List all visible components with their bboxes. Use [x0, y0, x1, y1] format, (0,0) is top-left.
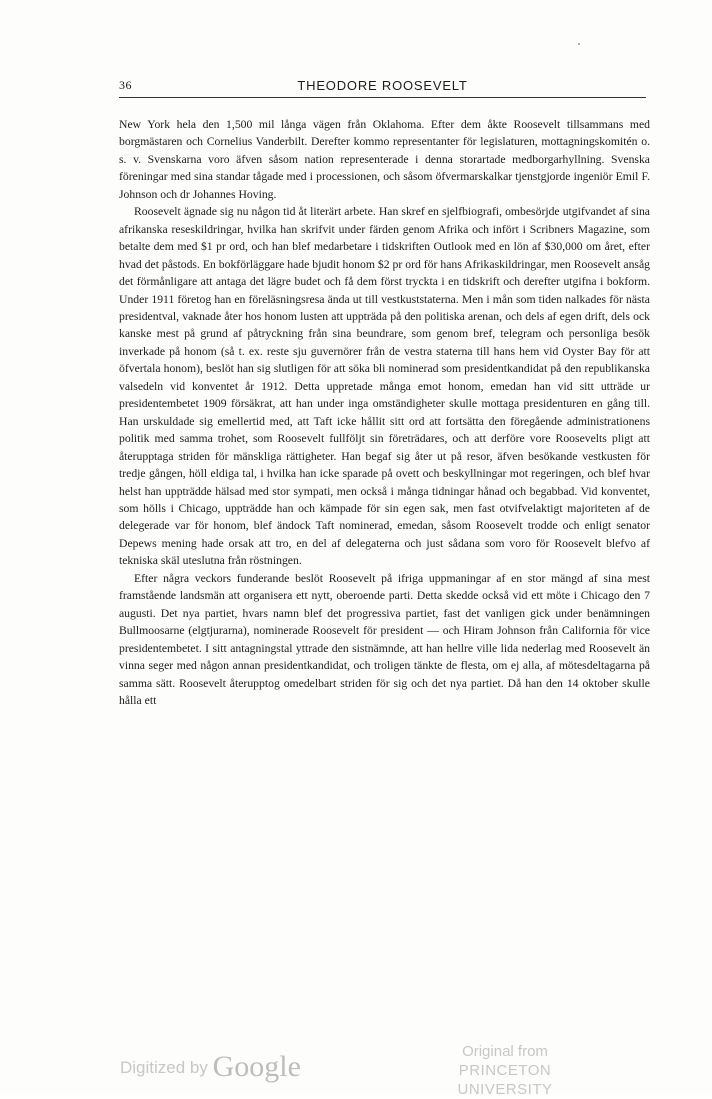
paper-speck — [578, 43, 580, 45]
page-number: 36 — [119, 78, 132, 92]
google-logo: Google — [212, 1050, 301, 1083]
body-text — [119, 116, 650, 709]
scan-watermark-footer — [0, 1040, 712, 1098]
digitized-by-label: Digitized by — [120, 1058, 208, 1077]
page-header — [119, 78, 646, 96]
paragraph-1: New York hela den 1,500 mil långa vägen från Oklahoma. Efter dem åkte Roosevelt tillsammans med borgmästaren och Cornelius Vanderbilt. Derefter kommo representanter för legislaturen, mottagningskomitén o. s. v. Svenskarna voro äfven såsom nation representerade i denna storartade medborgarhyllning. Svenska föreningar med sina standar tågade med i processionen, och såsom öfvermarskalkar tjenstgjorde ingeniör Emil F. Johnson och dr Johannes Hoving. — [119, 118, 650, 201]
paragraph-2: Roosevelt ägnade sig nu någon tid åt literärt arbete. Han skref en sjelfbiografi, ombesörjde utgifvandet af sina afrikanska reseskildringar, hvilka han skrifvit under färden genom Afrika och infört i Scribners Magazine, som betalte dem med $1 pr ord, och han blef medarbetare i tidskriften Outlook med en lön af $30,000 om året, efter hvad det påstods. En bokförläggare hade bjudit honom $2 pr ord för hans Afrikaskildringar, men Roosevelt ansåg det förmånligare att antaga det lägre budet och få dem först tryckta i en tidskrift och derefter utgifna i bokform. Under 1911 företog han en föreläsningsresa ända ut till vestkuststaterna. Men i mån som tiden nalkades för nästa presidentval, vaknade åter hos honom lusten att uppträda på den politiska arenan, och dels af egen drift, dels ock kanske mest på grund af påtryckning från sina beundrare, som genom bref, telegram och personliga besök inverkade på honom (så t. ex. reste sju guvernörer från de vestra staterna till hans hem vid Oyster Bay för att öfvertala honom), beslöt han sig slutligen för att söka bli nominerad som presidentkandidat på den republikanska valsedeln vid konventet år 1912. Detta uppretade många emot honom, emedan han vid sitt utträde ur presidentembetet 1909 försäkrat, att han under inga omständigheter skulle mottaga presidenturen en gång till. Han urskuldade sig emellertid med, att Taft icke hållit sitt ord att fortsätta den föregående administrationens politik med samma trohet, som Roosevelt fullföljt sin företrädares, och att derföre vore Roosevelts pligt att återupptaga striden för mänskliga rättigheter. Han begaf sig åter ut på resor, äfven besökande vestkusten för tredje gången, höll eldiga tal, i hvilka han icke sparade på ovett och beskyllningar mot regeringen, och blef hvar helst han uppträdde hälsad med stor sympati, men också i många tidningar hånad och begabbad. Vid konventet, som hölls i Chicago, uppträdde han och kämpade för sin egen sak, men fast otvifvelaktigt majoriteten af de delegerade var för honom, blef ändock Taft nominerad, emedan, såsom Roosevelt trodde och enligt senator Depews mening hade orsak att tro, en del af delegaterna och just sådana som voro för Roosevelt blefvo af tekniska skäl uteslutna från röstningen. — [119, 205, 650, 568]
header-rule — [119, 97, 646, 98]
running-title: THEODORE ROOSEVELT — [297, 78, 468, 93]
paragraph-3: Efter några veckors funderande beslöt Roosevelt på ifriga uppmaningar af en stor mängd af sina mest framstående landsmän att organisera ett nytt, oberoende parti. Detta skedde också vid ett möte i Chicago den 7 augusti. Det nya partiet, hvars namn blef det progressiva partiet, fast det vanligen gick under benämningen Bullmoosarne (elgtjurarna), nominerade Roosevelt för president — och Hiram Johnson från California för vice presidentembetet. I sitt antagningstal yttrade den sistnämnde, att han hellre ville lida nederlag med Roosevelt än vinna seger med någon annan presidentkandidat, och troligen tänkte de flesta, om ej alla, af mötesdeltagarna på samma sätt. Roosevelt återupptog omedelbart striden för sig och det nya partiet. Då han den 14 oktober skulle hålla ett — [119, 571, 650, 707]
original-from-label: Original from — [462, 1043, 548, 1060]
princeton-university-label: PRINCETON UNIVERSITY — [457, 1062, 553, 1098]
original-from-watermark — [410, 1042, 600, 1099]
digitized-by-google-watermark — [120, 1050, 301, 1084]
